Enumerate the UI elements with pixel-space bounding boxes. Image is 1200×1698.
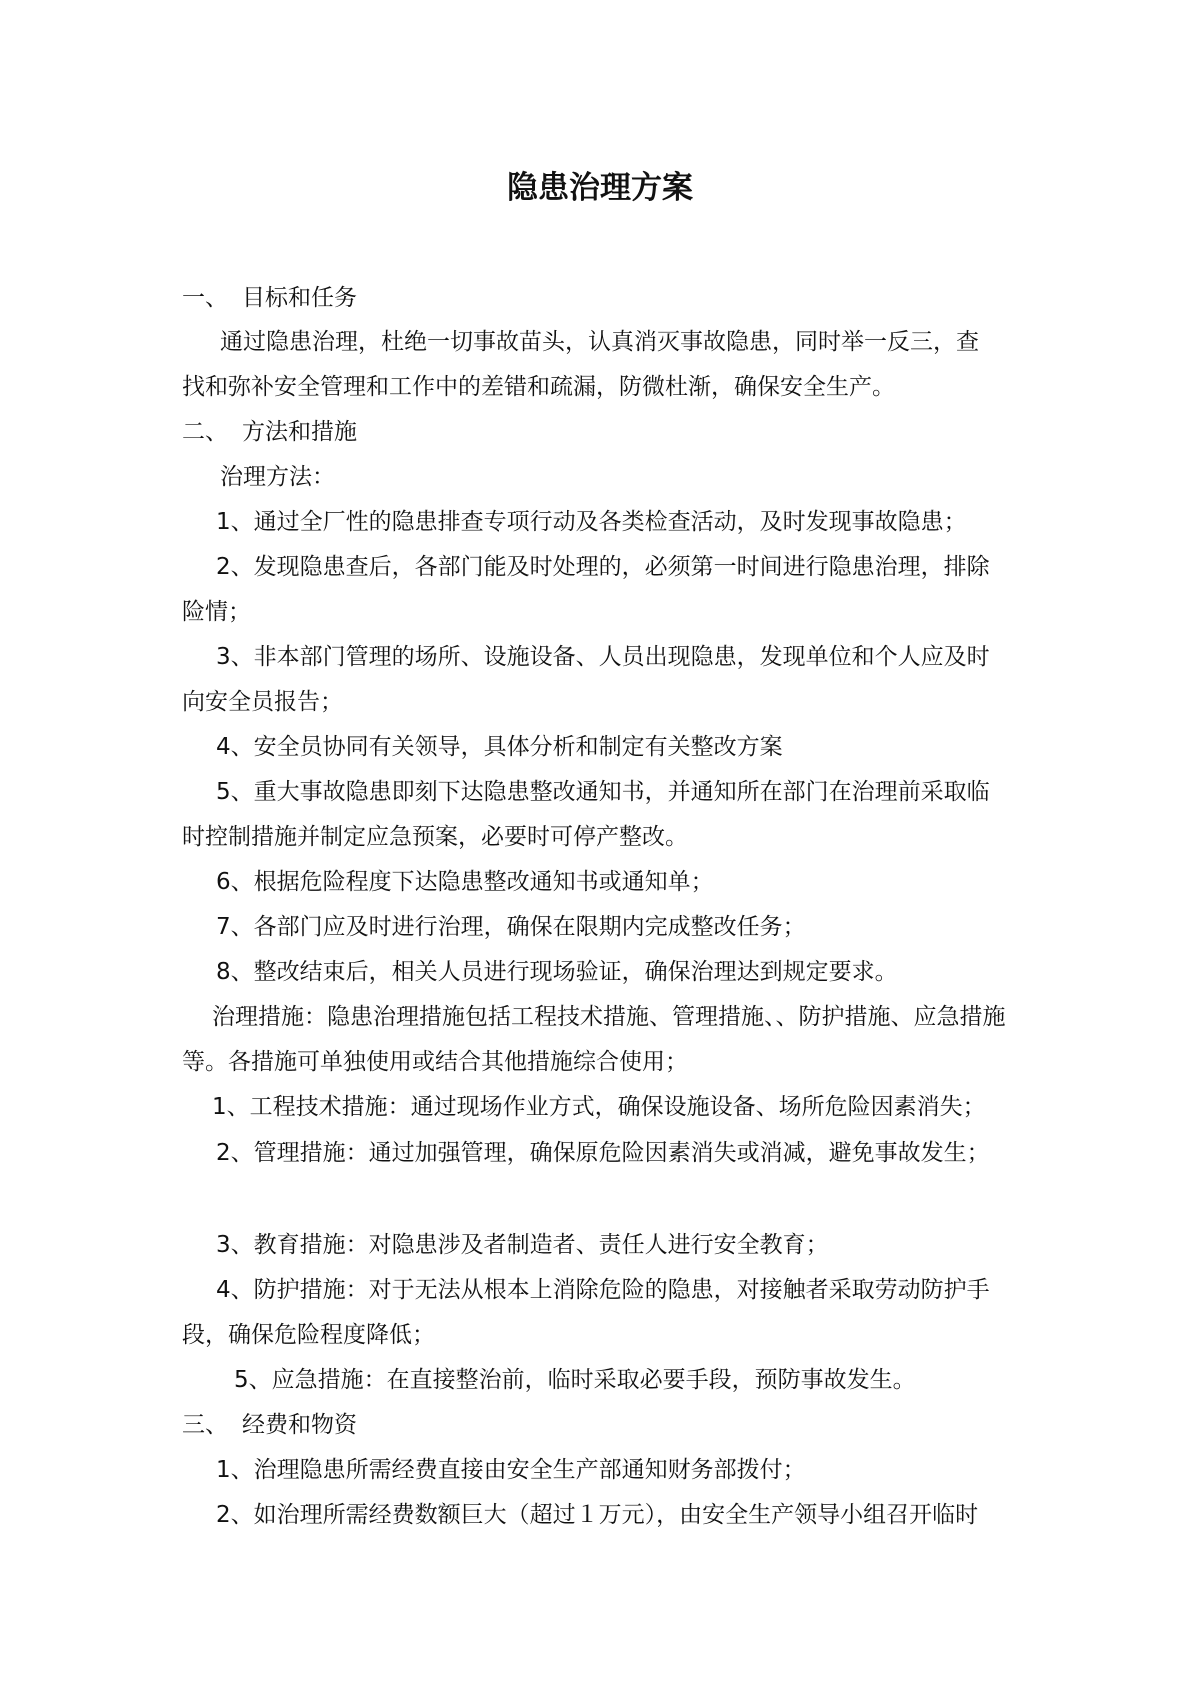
list-item: 5、重大事故隐患即刻下达隐患整改通知书，并通知所在部门在治理前采取临 — [216, 779, 990, 805]
list-item: 3、教育措施：对隐患涉及者制造者、责任人进行安全教育； — [216, 1232, 829, 1258]
list-item: 6、根据危险程度下达隐患整改通知书或通知单； — [216, 869, 714, 895]
measures-intro-continuation: 等。各措施可单独使用或结合其他措施综合使用； — [182, 1049, 688, 1075]
list-item: 2、如治理所需经费数额巨大（超过１万元），由安全生产领导小组召开临时 — [216, 1502, 979, 1528]
list-item: 4、防护措施：对于无法从根本上消除危险的隐患，对接触者采取劳动防护手 — [216, 1277, 990, 1303]
section-heading-2 — [182, 416, 1052, 448]
list-item-continuation: 险情； — [182, 599, 251, 625]
list-item: 1、治理隐患所需经费直接由安全生产部通知财务部拨付； — [216, 1457, 806, 1483]
section-title: 方法和措施 — [242, 419, 357, 445]
list-item-continuation: 段，确保危险程度降低； — [182, 1322, 435, 1348]
list-item-continuation: 时控制措施并制定应急预案，必要时可停产整改。 — [182, 824, 688, 850]
list-item-continuation: 向安全员报告； — [182, 689, 343, 715]
list-item: 1、通过全厂性的隐患排查专项行动及各类检查活动，及时发现事故隐患； — [216, 509, 967, 535]
section-number: 三、 — [182, 1412, 228, 1438]
section-heading-3 — [182, 1409, 1052, 1441]
list-item: 1、工程技术措施：通过现场作业方式，确保设施设备、场所危险因素消失； — [212, 1094, 986, 1120]
list-item: 3、非本部门管理的场所、设施设备、人员出现隐患，发现单位和个人应及时 — [216, 644, 990, 670]
list-item: 7、各部门应及时进行治理，确保在限期内完成整改任务； — [216, 914, 806, 940]
paragraph-line: 找和弥补安全管理和工作中的差错和疏漏，防微杜渐，确保安全生产。 — [182, 374, 895, 400]
section-title: 目标和任务 — [242, 285, 357, 311]
section-number: 二、 — [182, 419, 228, 445]
list-item: 4、安全员协同有关领导，具体分析和制定有关整改方案 — [216, 734, 783, 760]
measures-intro: 治理措施：隐患治理措施包括工程技术措施、管理措施、、防护措施、应急措施 — [212, 1004, 1006, 1030]
section-title: 经费和物资 — [242, 1412, 357, 1438]
list-item: 2、发现隐患查后，各部门能及时处理的，必须第一时间进行隐患治理，排除 — [216, 554, 990, 580]
list-item: 5、应急措施：在直接整治前，临时采取必要手段，预防事故发生。 — [234, 1367, 916, 1393]
list-item: 8、整改结束后，相关人员进行现场验证，确保治理达到规定要求。 — [216, 959, 898, 985]
section-number: 一、 — [182, 285, 228, 311]
methods-label: 治理方法： — [220, 464, 335, 490]
section-heading-1 — [182, 282, 1052, 314]
page-title: 隐患治理方案 — [507, 170, 693, 206]
list-item: 2、管理措施：通过加强管理，确保原危险因素消失或消减，避免事故发生； — [216, 1140, 990, 1166]
paragraph-line: 通过隐患治理，杜绝一切事故苗头，认真消灭事故隐患，同时举一反三，查 — [220, 329, 979, 355]
